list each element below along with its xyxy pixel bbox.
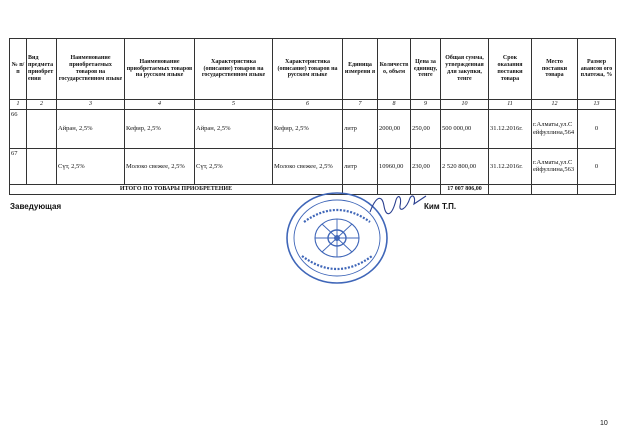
column-number: 11 bbox=[489, 100, 532, 110]
header-cell: Вид предмета приобрет ения bbox=[27, 39, 57, 100]
column-number: 2 bbox=[27, 100, 57, 110]
header-cell: Характеристика (описание) товаров на государственном языке bbox=[195, 39, 273, 100]
item-unit: литр bbox=[343, 109, 378, 148]
column-number: 12 bbox=[532, 100, 578, 110]
header-cell: Характеристика (описание) товаров на русском языке bbox=[273, 39, 343, 100]
item-place: г.Алматы,ул.С ейфуллина,564 bbox=[532, 109, 578, 148]
item-term: 31.12.2016г. bbox=[489, 109, 532, 148]
item-qty: 10960,00 bbox=[378, 148, 411, 184]
column-number: 1 bbox=[10, 100, 27, 110]
column-number: 5 bbox=[195, 100, 273, 110]
total-empty-cell bbox=[578, 184, 616, 194]
item-desc-ru: Молоко свежее, 2,5% bbox=[273, 148, 343, 184]
item-unit: литр bbox=[343, 148, 378, 184]
item-place: г.Алматы,ул.С ейфуллина,563 bbox=[532, 148, 578, 184]
header-cell: Место поставки товара bbox=[532, 39, 578, 100]
total-empty-cell bbox=[532, 184, 578, 194]
item-advance: 0 bbox=[578, 148, 616, 184]
signatory-title: Заведующая bbox=[10, 202, 62, 211]
table-row bbox=[10, 109, 616, 148]
column-number: 6 bbox=[273, 100, 343, 110]
column-number: 8 bbox=[378, 100, 411, 110]
signatory-name: Ким Т.П. bbox=[424, 202, 457, 211]
item-desc-kz: Айран, 2,5% bbox=[195, 109, 273, 148]
item-name-ru: Кефир, 2,5% bbox=[125, 109, 195, 148]
total-label: ИТОГО ПО ТОВАРЫ ПРИОБРЕТЕНИЕ bbox=[10, 184, 343, 194]
header-cell: Цена за единицу, тенге bbox=[411, 39, 441, 100]
item-name-ru: Молоко свежее, 2,5% bbox=[125, 148, 195, 184]
column-number: 13 bbox=[578, 100, 616, 110]
item-type bbox=[27, 109, 57, 148]
item-term: 31.12.2016г. bbox=[489, 148, 532, 184]
procurement-table bbox=[9, 38, 616, 195]
item-total: 500 000,00 bbox=[441, 109, 489, 148]
item-total: 2 520 800,00 bbox=[441, 148, 489, 184]
page-number: 10 bbox=[600, 420, 608, 427]
header-row bbox=[10, 39, 616, 100]
item-price: 250,00 bbox=[411, 109, 441, 148]
header-cell: № п/п bbox=[10, 39, 27, 100]
table-row bbox=[10, 148, 616, 184]
header-cell: Количеств о, объем bbox=[378, 39, 411, 100]
item-name-kz: Сүт, 2,5% bbox=[57, 148, 125, 184]
header-cell: Общая сумма, утвержденная для закупки, тенге bbox=[441, 39, 489, 100]
row-number: 67 bbox=[10, 148, 27, 184]
item-desc-ru: Кефир, 2,5% bbox=[273, 109, 343, 148]
header-cell: Срок оказания поставки товара bbox=[489, 39, 532, 100]
header-cell: Наименование приобретаемых товаров на государственном языке bbox=[57, 39, 125, 100]
header-cell: Единица измерени я bbox=[343, 39, 378, 100]
column-number: 9 bbox=[411, 100, 441, 110]
row-number: 66 bbox=[10, 109, 27, 148]
item-desc-kz: Сүт, 2,5% bbox=[195, 148, 273, 184]
item-advance: 0 bbox=[578, 109, 616, 148]
total-empty-cell bbox=[489, 184, 532, 194]
header-cell: Наименование приобретаемых товаров на русском языке bbox=[125, 39, 195, 100]
column-number: 4 bbox=[125, 100, 195, 110]
item-type bbox=[27, 148, 57, 184]
handwritten-signature bbox=[368, 192, 428, 218]
item-qty: 2000,00 bbox=[378, 109, 411, 148]
column-number: 7 bbox=[343, 100, 378, 110]
total-value: 17 007 806,00 bbox=[441, 184, 489, 194]
column-number-row bbox=[10, 100, 616, 110]
column-number: 3 bbox=[57, 100, 125, 110]
item-name-kz: Айран, 2,5% bbox=[57, 109, 125, 148]
header-cell: Размер авансов ого платежа, % bbox=[578, 39, 616, 100]
column-number: 10 bbox=[441, 100, 489, 110]
item-price: 230,00 bbox=[411, 148, 441, 184]
